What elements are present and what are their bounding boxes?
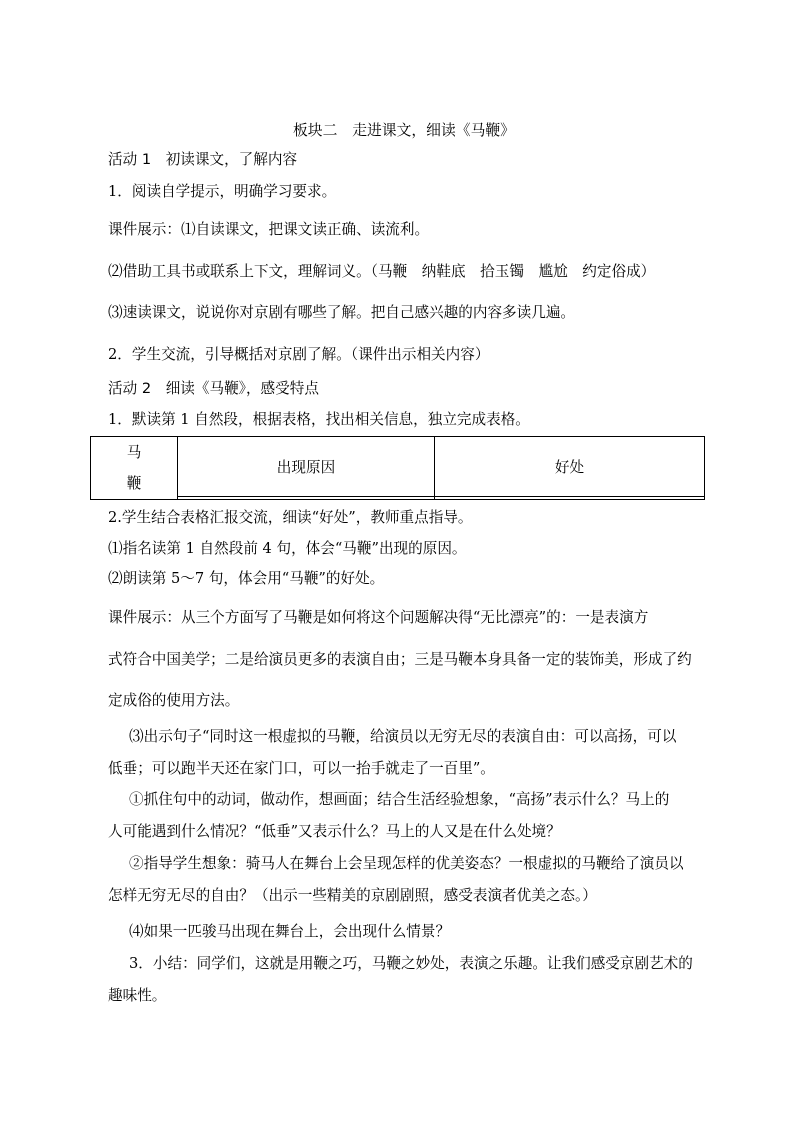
slide-paragraph-line1: 课件展示：从三个方面写了马鞭是如何将这个问题解决得“无比漂亮”的：一是表演方 xyxy=(108,609,649,626)
activity2-sub1: ⑴指名读第 1 自然段前 4 句，体会“马鞭”出现的原因。 xyxy=(108,540,467,557)
question2-line1: ②指导学生想象：骑马人在舞台上会呈现怎样的优美姿态？一根虚拟的马鞭给了演员以 xyxy=(129,855,684,872)
table-row xyxy=(91,437,705,497)
table-header-reason: 出现原因 xyxy=(178,437,435,497)
activity1-step2: 2．学生交流，引导概括对京剧了解。（课件出示相关内容） xyxy=(108,346,490,363)
sub3-line2: 低垂；可以跑半天还在家门口，可以一抬手就走了一百里”。 xyxy=(108,760,495,777)
activity2-step1: 1．默读第 1 自然段，根据表格，找出相关信息，独立完成表格。 xyxy=(108,411,530,428)
question2-line2: 怎样无穷无尽的自由？（出示一些精美的京剧剧照，感受表演者优美之态。） xyxy=(108,887,597,904)
sub3-line1: ⑶出示句子“同时这一根虚拟的马鞭，给演员以无穷无尽的表演自由：可以高扬，可以 xyxy=(129,728,677,745)
row-label-top: 马 xyxy=(126,444,142,461)
slide-paragraph-line2: 式符合中国美学；二是给演员更多的表演自由；三是马鞭本身具备一定的装饰美，形成了约 xyxy=(108,651,692,668)
sub4-line: ⑷如果一匹骏马出现在舞台上，会出现什么情景？ xyxy=(129,923,451,940)
table-row xyxy=(91,497,705,500)
activity1-slide-line2: ⑵借助工具书或联系上下文，理解词义。（马鞭 纳鞋底 拾玉镯 尴尬 约定俗成） xyxy=(108,263,656,280)
table-cell-benefit[interactable] xyxy=(435,497,705,500)
table-header-benefit: 好处 xyxy=(435,437,705,497)
activity1-heading: 活动 1 初读课文，了解内容 xyxy=(108,151,298,168)
row-label-bottom: 鞭 xyxy=(126,475,142,492)
activity2-sub2: ⑵朗读第 5～7 句，体会用“马鞭”的好处。 xyxy=(108,570,385,587)
activity1-step1: 1．阅读自学提示，明确学习要求。 xyxy=(108,183,337,200)
activity2-heading: 活动 2 细读《马鞭》，感受特点 xyxy=(108,380,319,397)
activity1-slide-line3: ⑶速读课文，说说你对京剧有哪些了解。把自己感兴趣的内容多读几遍。 xyxy=(108,304,576,321)
section-title: 板块二 走进课文，细读《马鞭》 xyxy=(293,122,515,139)
question1-line2: 人可能遇到什么情况？“低垂”又表示什么？马上的人又是在什么处境？ xyxy=(108,823,561,840)
info-table xyxy=(90,436,705,500)
question1-line1: ①抓住句中的动词，做动作，想画面；结合生活经验想象，“高扬”表示什么？马上的 xyxy=(129,791,670,808)
slide-paragraph-line3: 定成俗的使用方法。 xyxy=(108,692,240,709)
summary-line1: 3．小结：同学们，这就是用鞭之巧，马鞭之妙处，表演之乐趣。让我们感受京剧艺术的 xyxy=(129,955,693,972)
activity1-slide-line1: 课件展示：⑴自读课文，把课文读正确、读流利。 xyxy=(108,221,430,238)
activity2-step2: 2.学生结合表格汇报交流，细读“好处”，教师重点指导。 xyxy=(108,509,473,526)
table-cell-reason[interactable] xyxy=(178,497,435,500)
summary-line2: 趣味性。 xyxy=(108,987,167,1004)
table-row-label xyxy=(91,437,178,500)
